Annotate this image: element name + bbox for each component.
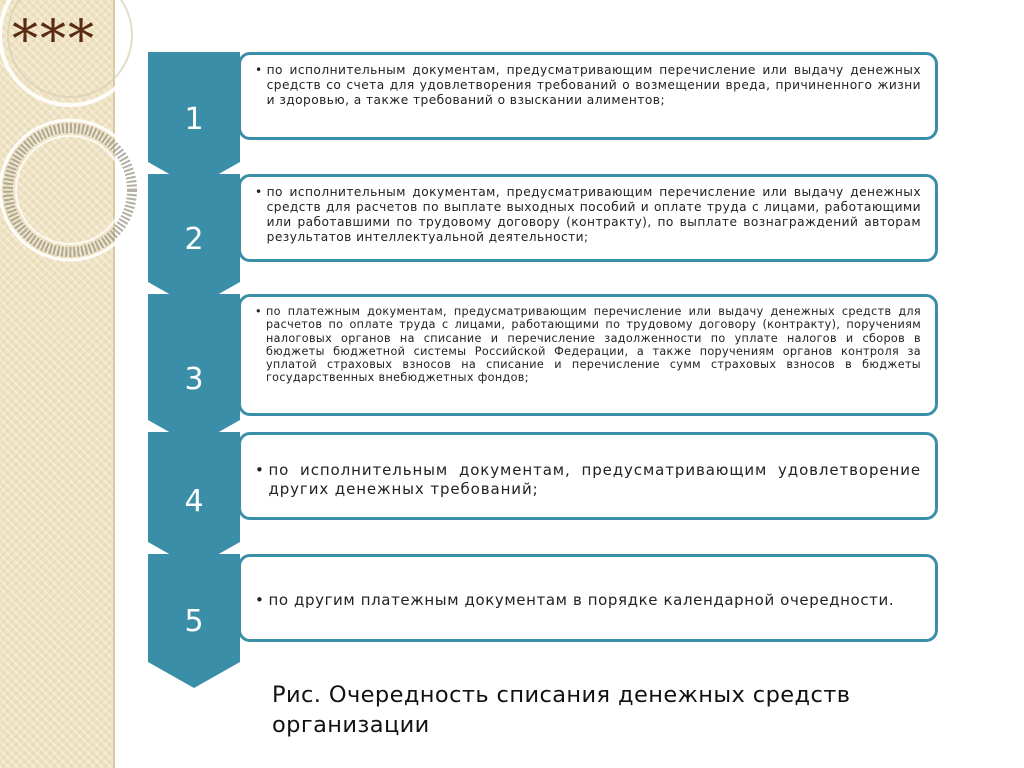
step-box-4 [238, 432, 938, 520]
step-box-2 [238, 174, 938, 262]
step-number-4: 4 [184, 484, 204, 519]
step-text-2: по исполнительным документам, предусматривающим перечисление или выдачу денежных средств для расчетов по выплате выходных пособий и оплате труда с лицами, работающими или работавшими по трудовому договору (контракту), по выплате вознаграждений авторам результатов интеллектуальной деятельности; [266, 185, 921, 244]
step-text-4: по исполнительным документам, предусматривающим удовлетворение других денежных требований; [268, 461, 921, 498]
bullet: • [255, 591, 265, 609]
bullet: • [255, 185, 263, 199]
step-text-1: по исполнительным документам, предусматривающим перечисление или выдачу денежных средств со счета для удовлетворения требований о возмещении вреда, причиненного жизни и здоровью, а также требований о взыскании алиментов; [266, 63, 921, 107]
step-text-3: по платежным документам, предусматривающим перечисление или выдачу денежных средств для расчетов по оплате труда с лицами, работающими по трудовому договору (контракту), поручениям налоговых органов на списание и перечисление задолженности по уплате налогов и сборов в бюджеты бюджетной системы Российской Федерации, а также поручениям органов контроля за уплатой страховых взносов на списание и перечисление сумм страховых взносов в бюджеты государственных внебюджетных фондов; [265, 305, 921, 385]
step-number-3: 3 [184, 362, 204, 397]
step-box-5 [238, 554, 938, 642]
step-number-5: 5 [184, 604, 204, 639]
step-box-3 [238, 294, 938, 416]
step-number-1: 1 [184, 102, 204, 137]
bullet: • [255, 461, 265, 479]
decorative-stars: *** [12, 10, 96, 70]
step-text-5: по другим платежным документам в порядке календарной очередности. [268, 591, 895, 609]
bullet: • [255, 63, 263, 77]
bullet: • [255, 305, 262, 318]
step-number-2: 2 [184, 222, 204, 257]
step-box-1 [238, 52, 938, 140]
figure-caption: Рис. Очередность списания денежных средств организации [272, 682, 851, 738]
